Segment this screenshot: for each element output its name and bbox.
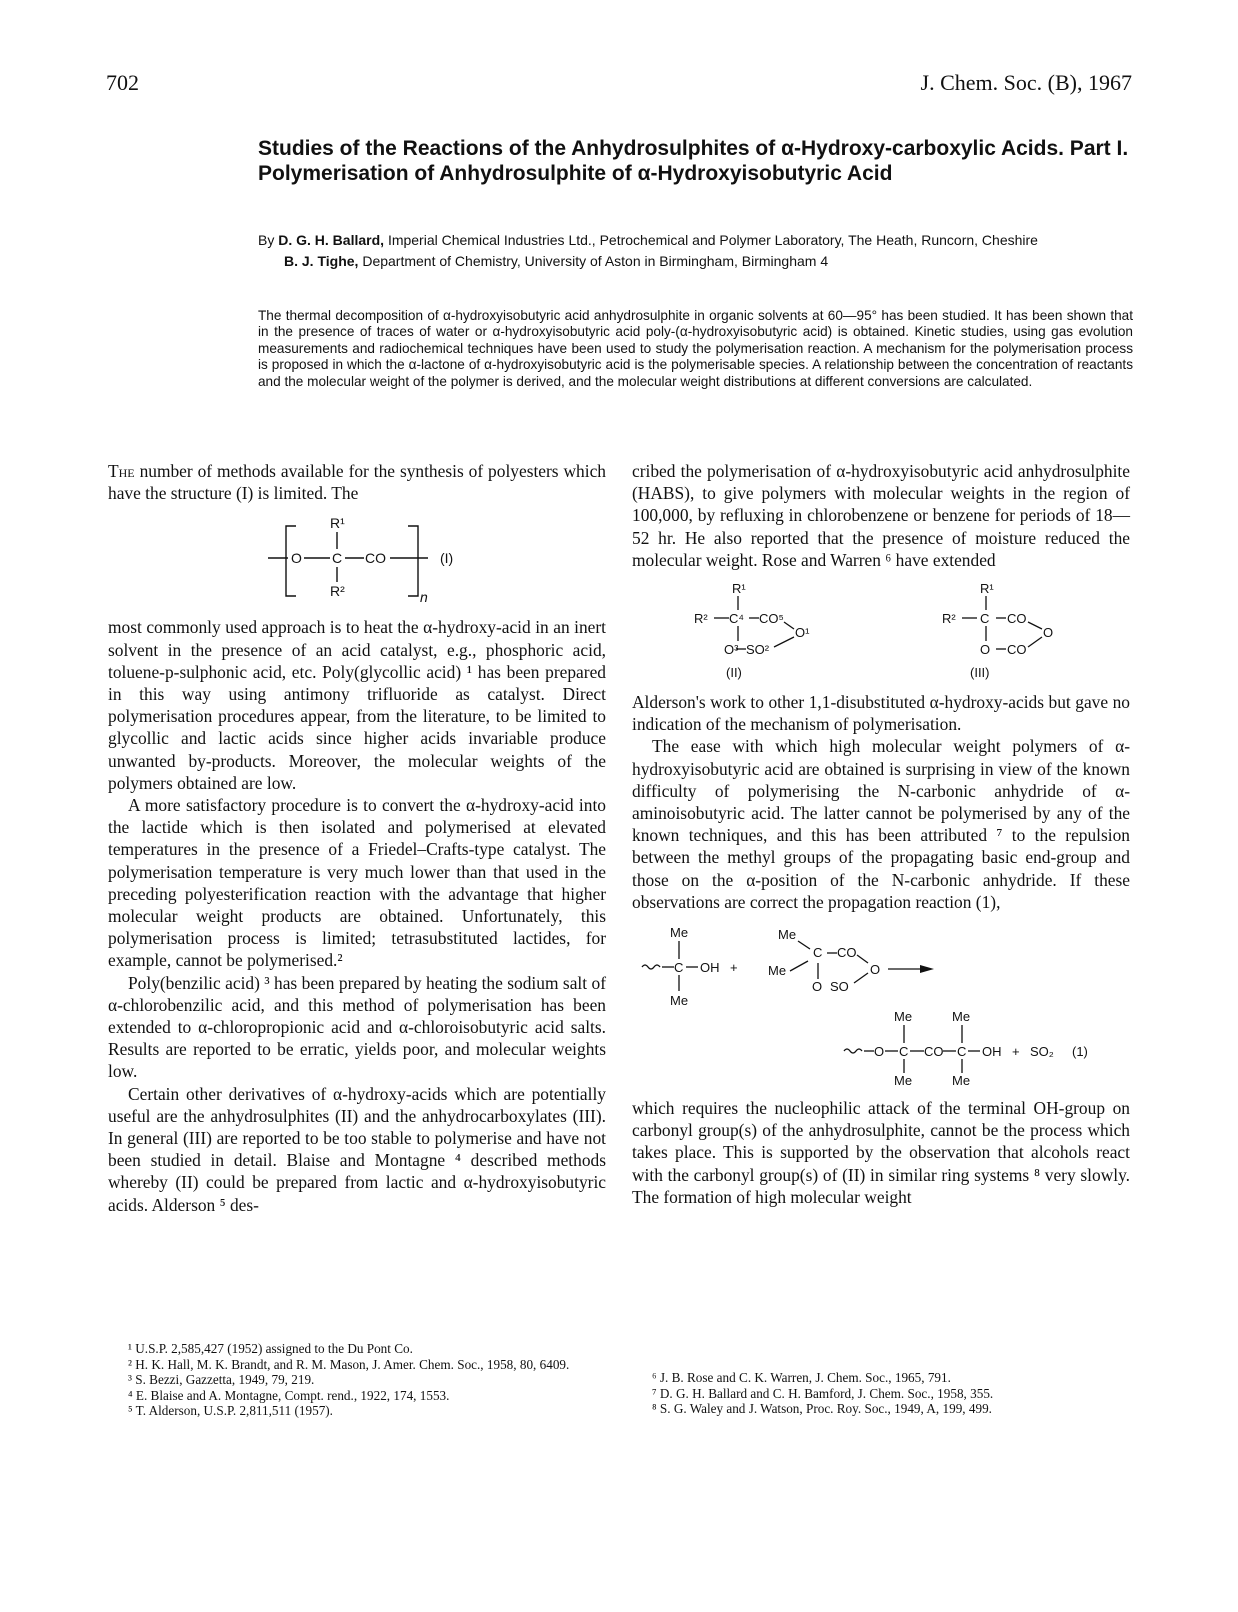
- structures-II-III-svg: [632, 579, 1130, 683]
- f4-c-2: C: [813, 945, 823, 961]
- footnote-7: ⁷ D. G. H. Ballard and C. H. Bamford, J. Chem. Soc., 1958, 355.: [652, 1385, 994, 1401]
- structures-II-III-figure: [632, 579, 1130, 683]
- f4-c-4: C: [957, 1044, 967, 1060]
- paragraph-5: Certain other derivatives of α-hydroxy-acids which are potentially useful are the anhydrosulphites (II) and the anhydrocarboxylates (III). In general (III) are reported to be too stable to polymerise and have not been studied in detail. Blaise and Montagne ⁴ described methods whereby (II) could be prepared from lactic and α-hydroxyisobutyric acids. Alderson ⁵ des-: [108, 1083, 606, 1215]
- drop-word: The: [108, 461, 135, 481]
- paragraph-1-text: number of methods available for the synthesis of polyesters which have the structure (I) is limited. The: [108, 461, 606, 504]
- f4-me-8: Me: [952, 1073, 971, 1089]
- footnote-8: ⁸ S. G. Waley and J. Watson, Proc. Roy. Soc., 1949, A, 199, 499.: [652, 1401, 992, 1417]
- f3-o2: O: [980, 642, 991, 658]
- f1-co: CO: [365, 550, 386, 567]
- f1-o: O: [291, 550, 302, 567]
- f1-r2: R²: [330, 583, 345, 600]
- author-1-name: D. G. H. Ballard,: [278, 232, 385, 248]
- f4-o-2: O: [812, 979, 823, 995]
- footnotes-left: [108, 1341, 608, 1419]
- f2-o3: O³: [724, 642, 739, 658]
- f4-o-3: O: [874, 1044, 885, 1060]
- f3-r1: R¹: [980, 581, 994, 597]
- f2-r2: R²: [694, 611, 708, 627]
- author-2-name: B. J. Tighe,: [284, 253, 359, 269]
- author-1-affiliation: Imperial Chemical Industries Ltd., Petrochemical and Polymer Laboratory, The Heath, Runcorn, Cheshire: [387, 232, 1038, 248]
- f4-me-5: Me: [894, 1009, 913, 1025]
- f4-me-1: Me: [670, 925, 689, 941]
- article-title: Studies of the Reactions of the Anhydrosulphites of α-Hydroxy-carboxylic Acids. Part I. Polymerisation of Anhydrosulphite of α-Hydroxyisobutyric Acid: [258, 137, 1129, 185]
- author-2: [258, 253, 1133, 270]
- f4-oh-1: OH: [700, 960, 720, 976]
- f3-o: O: [1043, 625, 1054, 641]
- f4-co-1: CO: [837, 945, 857, 961]
- f4-oh-2: OH: [982, 1044, 1002, 1060]
- f3-co: CO: [1007, 611, 1027, 627]
- left-column: [108, 460, 606, 1216]
- f3-label: (III): [970, 665, 990, 681]
- journal-reference: J. Chem. Soc. (B), 1967: [920, 70, 1132, 95]
- f1-n: n: [420, 589, 428, 606]
- footnote-6: ⁶ J. B. Rose and C. K. Warren, J. Chem. Soc., 1965, 791.: [652, 1370, 951, 1385]
- f4-label: (1): [1072, 1044, 1088, 1060]
- f4-me-3: Me: [778, 927, 797, 943]
- f2-o1: O¹: [795, 625, 810, 641]
- paragraph-2: most commonly used approach is to heat the α-hydroxy-acid in an inert solvent in the presence of an acid catalyst, e.g., phosphoric acid, toluene-p-sulphonic acid, etc. Poly(glycollic acid) ¹ has been prepared in this way using antimony trifluoride as catalyst. Direct polymerisation procedures appear, from the literature, to be limited to glycollic and lactic acids since higher acids invariable produce unwanted by-products. Moreover, the molecular weights of the polymers obtained are low.: [108, 617, 606, 793]
- author-2-affiliation: Department of Chemistry, University of Aston in Birmingham, Birmingham 4: [362, 253, 829, 269]
- f1-r1: R¹: [330, 515, 345, 532]
- f4-so: SO: [830, 979, 849, 995]
- paragraph-8: The ease with which high molecular weight polymers of α-hydroxyisobutyric acid are obtained is surprising in view of the known difficulty of polymerising the N-carbonic anhydride of α-aminoisobutyric acid. The latter cannot be polymerised by any of the known techniques, and this has been attributed ⁷ to the repulsion between the methyl groups of the propagating basic end-group and those on the α-position of the N-carbonic anhydride. If these observations are correct the propagation reaction (1),: [632, 736, 1130, 912]
- structure-I-svg: [108, 512, 606, 608]
- f4-me-6: Me: [952, 1009, 971, 1025]
- paragraph-6: cribed the polymerisation of α-hydroxyisobutyric acid anhydrosulphite (HABS), to give polymers with molecular weights in the region of 100,000, by refluxing in chlorobenzene or benzene for periods of 18—52 hr. He also reported that the presence of moisture reduced the molecular weight. Rose and Warren ⁶ have extended: [632, 461, 1130, 570]
- paragraph-7: Alderson's work to other 1,1-disubstituted α-hydroxy-acids but gave no indication of the mechanism of polymerisation.: [632, 692, 1130, 735]
- f4-o-1: O: [870, 962, 881, 978]
- footnotes-right: [632, 1370, 1132, 1417]
- paragraph-4: Poly(benzilic acid) ³ has been prepared by heating the sodium salt of α-chlorobenzilic acid, and this method of polymerisation has been extended to α-chloropropionic acid and α-chloroisobutyric acid salts. Results are reported to be erratic, yields poor, and molecular weights low.: [108, 972, 606, 1082]
- f2-so: SO²: [746, 642, 770, 658]
- f2-label: (II): [726, 665, 742, 681]
- f4-plus-2: +: [1012, 1044, 1020, 1060]
- footnote-5: ⁵ T. Alderson, U.S.P. 2,811,511 (1957).: [128, 1403, 333, 1419]
- f4-me-7: Me: [894, 1073, 913, 1089]
- paragraph-1: [108, 460, 606, 504]
- f2-c: C⁴: [729, 611, 744, 627]
- page-number: 702: [106, 70, 139, 95]
- f3-co2: CO: [1007, 642, 1027, 658]
- reaction-1-figure: [632, 921, 1130, 1089]
- paragraph-3: A more satisfactory procedure is to convert the α-hydroxy-acid into the lactide which is then isolated and polymerised at elevated temperatures in the presence of a Friedel–Crafts-type catalyst. The polymerisation temperature is very much lower than that used in the preceding polyesterification reaction with the advantage that higher molecular weight products are obtained. Unfortunately, this polymerisation process is limited; tetrasubstituted lactides, for example, cannot be polymerised.²: [108, 795, 606, 971]
- f4-me-4: Me: [768, 963, 787, 979]
- f1-label: (I): [440, 550, 454, 567]
- author-1: By D. G. H. Ballard, Imperial Chemical Industries Ltd., Petrochemical and Polymer Laboratory, The Heath, Runcorn, Cheshire: [258, 232, 1038, 248]
- f4-c-1: C: [674, 960, 684, 976]
- f4-c-3: C: [899, 1044, 909, 1060]
- f4-me-2: Me: [670, 993, 689, 1009]
- footnote-1: ¹ U.S.P. 2,585,427 (1952) assigned to the Du Pont Co.: [128, 1341, 413, 1356]
- structure-I-figure: [108, 512, 606, 608]
- f4-so2: SO₂: [1030, 1044, 1054, 1060]
- right-column: [632, 460, 1130, 1208]
- abstract: The thermal decomposition of α-hydroxyisobutyric acid anhydrosulphite in organic solvents at 60—95° has been studied. It has been shown that in the presence of traces of water or α-hydroxyisobutyric acid poly-(α-hydroxyisobutyric acid) is obtained. Kinetic studies, using gas evolution measurements and radiochemical techniques have been used to study the polymerisation reaction. A mechanism for the polymerisation process is proposed in which the α-lactone of α-hydroxyisobutyric acid is the polymerisable species. A relationship between the concentration of reactants and the molecular weight of the polymer is derived, and the molecular weight distributions at different conversions are calculated.: [258, 308, 1133, 389]
- footnote-3: ³ S. Bezzi, Gazzetta, 1949, 79, 219.: [128, 1372, 315, 1388]
- footnote-2: ² H. K. Hall, M. K. Brandt, and R. M. Mason, J. Amer. Chem. Soc., 1958, 80, 6409.: [128, 1356, 570, 1372]
- reaction-1-svg: [632, 921, 1130, 1089]
- f1-c: C: [332, 550, 343, 567]
- f2-r1: R¹: [732, 581, 746, 597]
- authors-block: [258, 232, 1133, 270]
- paragraph-9: which requires the nucleophilic attack of the terminal OH-group on carbonyl group(s) of the anhydrosulphite, cannot be the process which takes place. This is supported by the observation that alcohols react with the carbonyl group(s) of (II) in similar ring systems ⁸ very slowly. The formation of high molecular weight: [632, 1098, 1130, 1207]
- f2-co: CO⁵: [759, 611, 784, 627]
- footnote-4: ⁴ E. Blaise and A. Montagne, Compt. rend., 1922, 174, 1553.: [128, 1387, 450, 1403]
- f3-c: C: [980, 611, 990, 627]
- f4-co-2: CO: [924, 1044, 944, 1060]
- f3-r2: R²: [942, 611, 956, 627]
- f4-plus-1: +: [730, 960, 738, 976]
